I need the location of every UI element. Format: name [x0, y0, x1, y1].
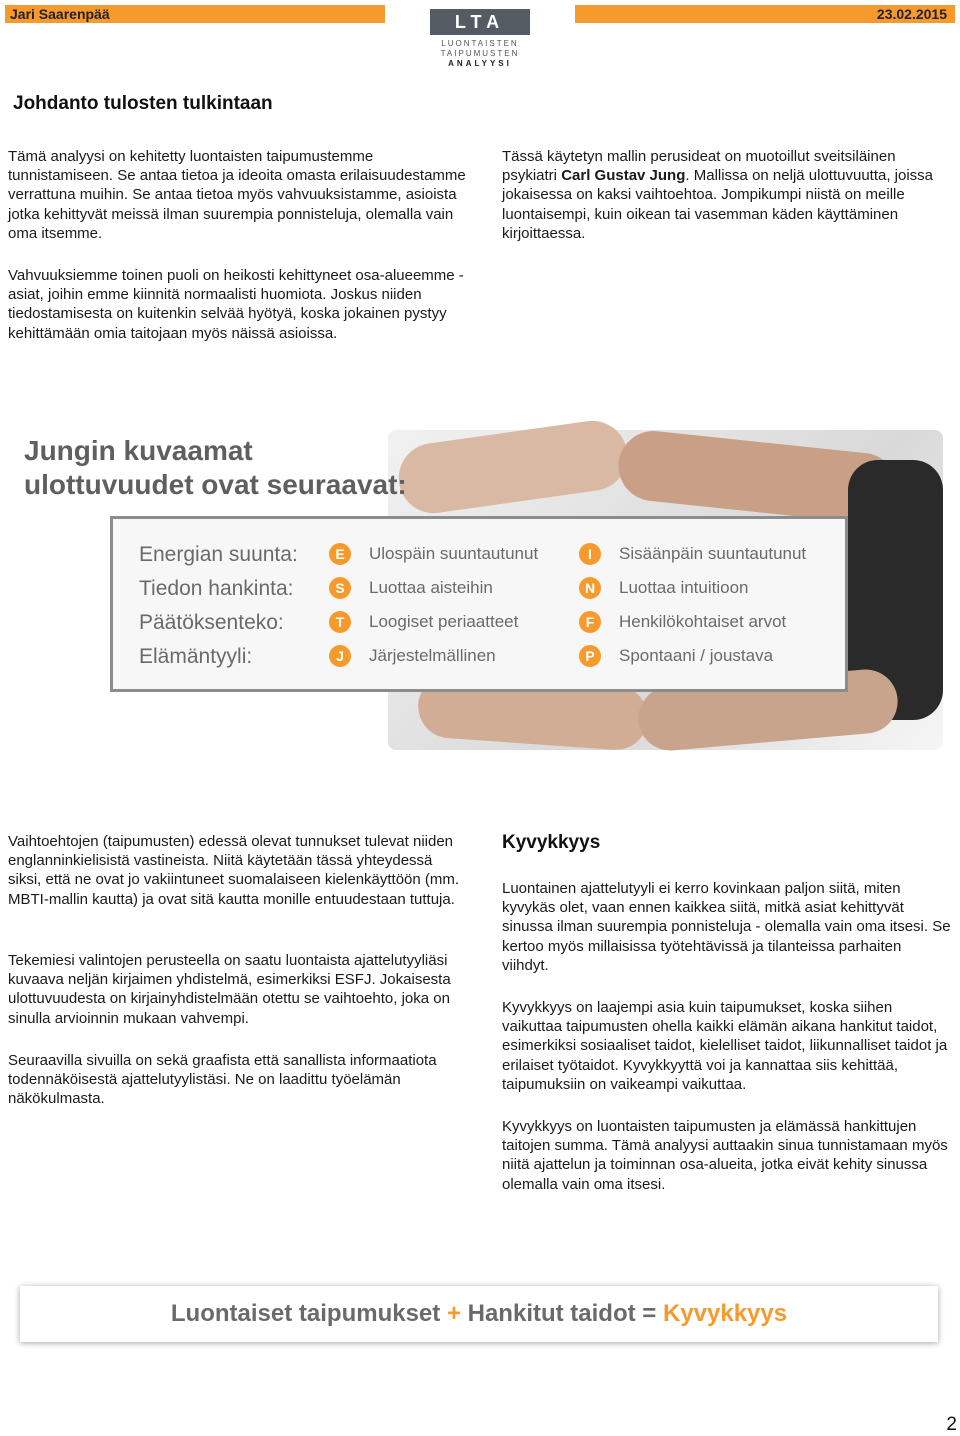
formula-result: Kyvykkyys: [662, 1300, 788, 1327]
dimension-row-lifestyle: [113, 641, 845, 675]
intro-paragraph-2: Vahvuuksiemme toinen puoli on heikosti kehittyneet osa-alueemme - asiat, joihin emme kiinnitä normaalisti huomiota. Joskus niiden tiedostamisesta on kuitenkin selvää hyötyä, koska jokainen pystyy kehittämään omia taitojaan myös näissä asioissa.: [8, 267, 464, 342]
option-text: Spontaani / joustava: [619, 646, 774, 665]
dimensions-panel: [110, 516, 848, 692]
dimension-row-decision: [113, 607, 845, 641]
intro-paragraph-jung: [502, 147, 952, 243]
jung-name: Carl Gustav Jung: [561, 167, 686, 185]
jung-figure-title: [24, 434, 407, 502]
letter-badge: E: [329, 543, 351, 565]
letter-badge: N: [579, 577, 601, 599]
formula-term-1: Luontaiset taipumukset: [170, 1300, 441, 1327]
explanation-paragraph-3: Seuraavilla sivuilla on sekä graafista että sanallista informaatiota todennäköisestä ajattelutyylistäsi. Ne on laadittu työelämän näkökulmasta.: [8, 1052, 437, 1108]
formula-term-2: Hankitut taidot: [467, 1300, 636, 1327]
lta-logo: [428, 9, 532, 67]
logo-mark: LTA: [454, 12, 506, 32]
logo-line-1: LUONTAISTEN: [441, 39, 519, 48]
page-title: Johdanto tulosten tulkintaan: [13, 93, 273, 114]
formula-line: [20, 1300, 938, 1328]
page-number: 2: [946, 1414, 957, 1435]
logo-line-3: ANALYYSI: [448, 59, 512, 68]
option-text: Sisäänpäin suuntautunut: [619, 544, 807, 563]
logo-line-2: TAIPUMUSTEN: [440, 49, 520, 58]
jung-text-post: . Mallissa on neljä ulottuvuutta, joissa jokaisessa on kaksi vaihtoehtoa. Jompikumpi niistä on meille luontaisempi, kuin oikean tai vasemman käden käyttäminen kirjoittaessa.: [502, 167, 934, 242]
jung-title-line-1: Jungin kuvaamat: [24, 435, 253, 466]
jung-text-pre: Tässä käytetyn mallin perusideat on muotoillut sveitsiläinen psykiatri: [502, 148, 896, 185]
intro-paragraph-1: Tämä analyysi on kehitetty luontaisten taipumustemme tunnistamiseen. Se antaa tietoa ja ideoita omasta erilaisuudestamme verrattuna muihin. Se antaa tietoa myös vahvuuksistamme, asioista jotka kehittyvät meissä ilman suurempia ponnisteluja, olemalla vain oma itsemme.: [8, 148, 466, 242]
explanation-paragraph-2: Tekemiesi valintojen perusteella on saatu luontaista ajattelutyyliäsi kuvaava neljän kirjaimen yhdistelmä, esimerkiksi ESFJ. Jokaisesta ulottuvuudesta on kirjainyhdistelmään otettu se vaihtoehto, joka on sinulla arvioinnin mukaan vahvempi.: [8, 952, 451, 1027]
dimension-label: Tiedon hankinta:: [139, 577, 294, 600]
option-text: Loogiset periaatteet: [369, 612, 519, 631]
dimension-label: Päätöksenteko:: [139, 611, 284, 634]
jung-dimensions-figure: [18, 430, 943, 750]
section-heading-kyvykkyys: Kyvykkyys: [502, 832, 601, 853]
formula-plus: +: [446, 1300, 461, 1327]
formula-equals: =: [642, 1300, 657, 1327]
kyvykkyys-paragraph-2: Kyvykkyys on laajempi asia kuin taipumukset, koska siihen vaikuttaa taipumusten ohella kaikki elämän aikana hankitut taidot, esimerkiksi sosiaaliset taidot, kielelliset taidot, liikunnalliset taidot ja erilaiset työtaidot. Kyvykkyyttä voi ja kannattaa siis kehittää, taipumuksiin on vaikeampi vaikuttaa.: [502, 999, 948, 1093]
kyvykkyys-paragraph-3: Kyvykkyys on luontaisten taipumusten ja elämässä hankittujen taitojen summa. Tämä analyysi auttaakin sinua tunnistamaan myös niitä ajattelun ja toiminnan osa-alueita, jotka eivät kehity sinussa olemalla vain oma itsesi.: [502, 1118, 948, 1193]
letter-badge: P: [579, 645, 601, 667]
author-name: Jari Saarenpää: [5, 5, 385, 23]
document-date: 23.02.2015: [575, 5, 955, 23]
letter-badge: J: [329, 645, 351, 667]
option-text: Ulospäin suuntautunut: [369, 544, 539, 563]
dimension-label: Elämäntyyli:: [139, 645, 253, 668]
option-text: Henkilökohtaiset arvot: [619, 612, 787, 631]
kyvykkyys-paragraph-1: Luontainen ajattelutyyli ei kerro kovinkaan paljon siitä, miten kyvykäs olet, vaan ennen kaikkea siitä, mitkä asiat kehittyvät sinussa ilman suurempia ponnisteluja - olemalla vain oma itsesi. Se kertoo myös millaisissa työtehtävissä ja tilanteissa parhaiten viihdyt.: [502, 880, 951, 974]
letter-badge: S: [329, 577, 351, 599]
formula-banner: [20, 1286, 938, 1342]
explanation-paragraph-1: Vaihtoehtojen (taipumusten) edessä olevat tunnukset tulevat niiden englanninkielisistä vastineista. Niitä käytetään tässä yhteydessä siksi, että ne ovat jo vakiintuneet suomalaiseen kielenkäyttöön (mm. MBTI-mallin kautta) ja ovat sitä kautta monille entuudestaan tuttuja.: [8, 833, 460, 908]
letter-badge: F: [579, 611, 601, 633]
option-text: Luottaa intuitioon: [619, 578, 749, 597]
jung-title-line-2: ulottuvuudet ovat seuraavat:: [24, 469, 407, 500]
option-text: Luottaa aisteihin: [369, 578, 493, 597]
letter-badge: I: [579, 543, 601, 565]
dimension-label: Energian suunta:: [139, 543, 298, 566]
letter-badge: T: [329, 611, 351, 633]
dimension-row-information: [113, 573, 845, 607]
dimension-row-energy: [113, 539, 845, 573]
option-text: Järjestelmällinen: [369, 646, 496, 665]
